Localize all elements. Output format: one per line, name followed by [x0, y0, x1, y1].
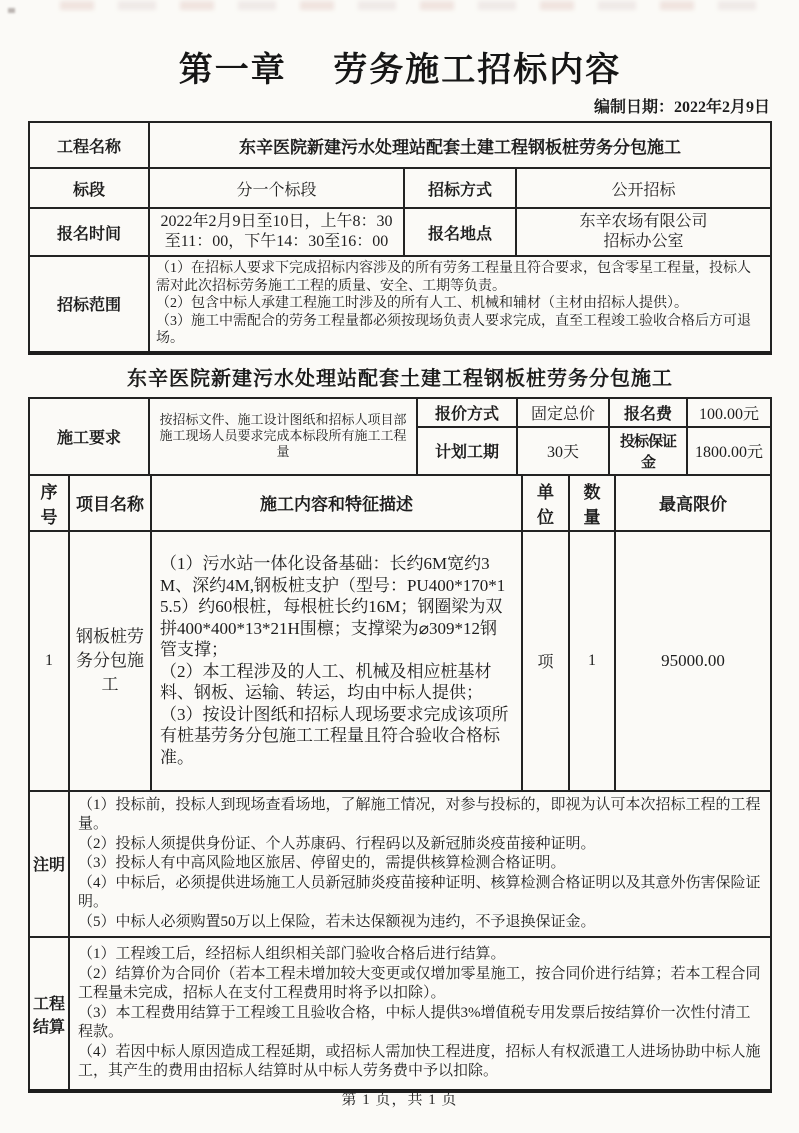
note-line: （2）投标人须提供身份证、个人苏康码、行程码以及新冠肺炎疫苗接种证明。 [78, 835, 596, 852]
col-header-qty: 数量 [569, 475, 615, 531]
item-no: 1 [29, 531, 69, 791]
bid-method-label: 招标方式 [404, 168, 516, 208]
page-number: 第 1 页，共 1 页 [341, 1092, 458, 1108]
desc-line: （1）污水站一体化设备基础：长约6M宽约3M、深约4M,钢板桩支护（型号：PU400*170*15.5）约60根桩，每根桩长约16M；钢圈梁为双拼400*400*13*21H围檩；支撑梁为⌀309*12钢管支撑； [160, 554, 506, 659]
desc-line: （3）按设计图纸和招标人现场要求完成该项所有桩基劳务分包施工工程量且符合验收合格标准。 [160, 704, 509, 767]
desc-line: （2）本工程涉及的人工、机械及相应桩基材料、钢板、运输、转运，均由中标人提供； [160, 661, 492, 702]
note-line: （5）中标人必须购置50万以上保险，若未达保额视为违约，不予退换保证金。 [78, 913, 596, 930]
bid-method-value: 公开招标 [516, 168, 771, 208]
project-name-label: 工程名称 [29, 122, 149, 168]
table-row [29, 168, 771, 208]
bid-section-value: 分一个标段 [149, 168, 404, 208]
notes-row [29, 791, 771, 938]
settlement-line: （2）结算价为合同价（若本工程未增加较大变更或仅增加零星施工，按合同价进行结算；若本工程合同工程量未完成，招标人在支付工程费用时将予以扣除）。 [78, 965, 761, 1002]
bid-deposit-value: 1800.00元 [687, 427, 771, 475]
settlement-row [29, 937, 771, 1091]
bid-scope-label: 招标范围 [29, 256, 149, 353]
notes-content [69, 791, 771, 938]
construction-requirements-table [28, 397, 772, 476]
scan-artifact-mark [8, 8, 15, 13]
scope-line: （2）包含中标人承建工程施工时涉及的所有人工、机械和辅材（主材由招标人提供）。 [156, 296, 688, 311]
col-header-unit: 单位 [522, 475, 569, 531]
page-title: 第一章 劳务施工招标内容 [178, 52, 622, 89]
document-sheet [28, 0, 772, 1093]
item-description [151, 531, 522, 791]
table-row [29, 122, 771, 168]
table-row [29, 208, 771, 256]
bid-deposit-label: 投标保证金 [609, 427, 687, 475]
table-row [29, 398, 771, 427]
section-title: 东辛医院新建污水处理站配套土建工程钢板桩劳务分包施工 [127, 367, 673, 390]
signup-fee-value: 100.00元 [687, 398, 771, 427]
signup-time-label: 报名时间 [29, 208, 149, 256]
table-header-row [29, 475, 771, 531]
planned-period-label: 计划工期 [417, 427, 517, 475]
item-max-price: 95000.00 [615, 531, 771, 791]
signup-place-line1: 东辛农场有限公司 [579, 213, 708, 230]
signup-fee-label: 报名费 [609, 398, 687, 427]
settlement-line: （1）工程竣工后，经招标人组织相关部门验收合格后进行结算。 [78, 946, 506, 963]
scope-line: （3）施工中需配合的劳务工程量都必须按现场负责人要求完成，直至工程竣工验收合格后方可退场。 [156, 313, 751, 346]
col-header-name: 项目名称 [69, 475, 151, 531]
work-items-table [28, 474, 772, 1094]
item-unit: 项 [522, 531, 569, 791]
quote-method-value: 固定总价 [517, 398, 609, 427]
settlement-line: （4）若因中标人原因造成工程延期，或招标人需加快工程进度，招标人有权派遣工人进场协助中标人施工，其产生的费用由招标人结算时从中标人劳务费中予以扣除。 [78, 1043, 761, 1080]
note-line: （1）投标前，投标人到现场查看场地，了解施工情况，对参与投标的，即视为认可本次招标工程的工程量。 [78, 796, 761, 832]
bid-scope-value [149, 256, 771, 353]
col-header-maxprice: 最高限价 [615, 475, 771, 531]
signup-time-value: 2022年2月9日至10日，上午8：30至11：00，下午14：30至16：00 [149, 208, 404, 256]
planned-period-value: 30天 [517, 427, 609, 475]
work-item-row [29, 531, 771, 791]
signup-place-value [516, 208, 771, 256]
table-row [29, 256, 771, 353]
signup-place-line2: 招标办公室 [603, 233, 684, 250]
quote-method-label: 报价方式 [417, 398, 517, 427]
project-name-value: 东辛医院新建污水处理站配套土建工程钢板桩劳务分包施工 [149, 122, 771, 168]
scope-line: （1）在招标人要求下完成招标内容涉及的所有劳务工程量且符合要求，包含零星工程量，投标人需对此次招标劳务施工工程的质量、安全、工期等负责。 [156, 261, 751, 294]
col-header-no: 序号 [29, 475, 69, 531]
note-line: （3）投标人有中高风险地区旅居、停留史的，需提供核算检测合格证明。 [78, 855, 566, 871]
project-info-table [28, 121, 772, 355]
item-qty: 1 [569, 531, 615, 791]
settlement-content [69, 937, 771, 1091]
compile-date: 编制日期：2022年2月9日 [593, 99, 770, 116]
requirements-label: 施工要求 [29, 398, 149, 475]
bid-section-label: 标段 [29, 168, 149, 208]
item-name: 钢板桩劳务分包施工 [69, 531, 151, 791]
signup-place-label: 报名地点 [404, 208, 516, 256]
notes-label: 注明 [29, 791, 69, 938]
note-line: （4）中标后，必须提供进场施工人员新冠肺炎疫苗接种证明、核算检测合格证明以及其意外伤害保险证明。 [78, 874, 761, 910]
settlement-label: 工程结算 [29, 937, 69, 1091]
col-header-desc: 施工内容和特征描述 [151, 475, 522, 531]
requirements-value: 按招标文件、施工设计图纸和招标人项目部施工现场人员要求完成本标段所有施工工程量 [149, 398, 417, 475]
settlement-line: （3）本工程费用结算于工程竣工且验收合格，中标人提供3%增值税专用发票后按结算价一次性付清工程款。 [78, 1004, 751, 1041]
